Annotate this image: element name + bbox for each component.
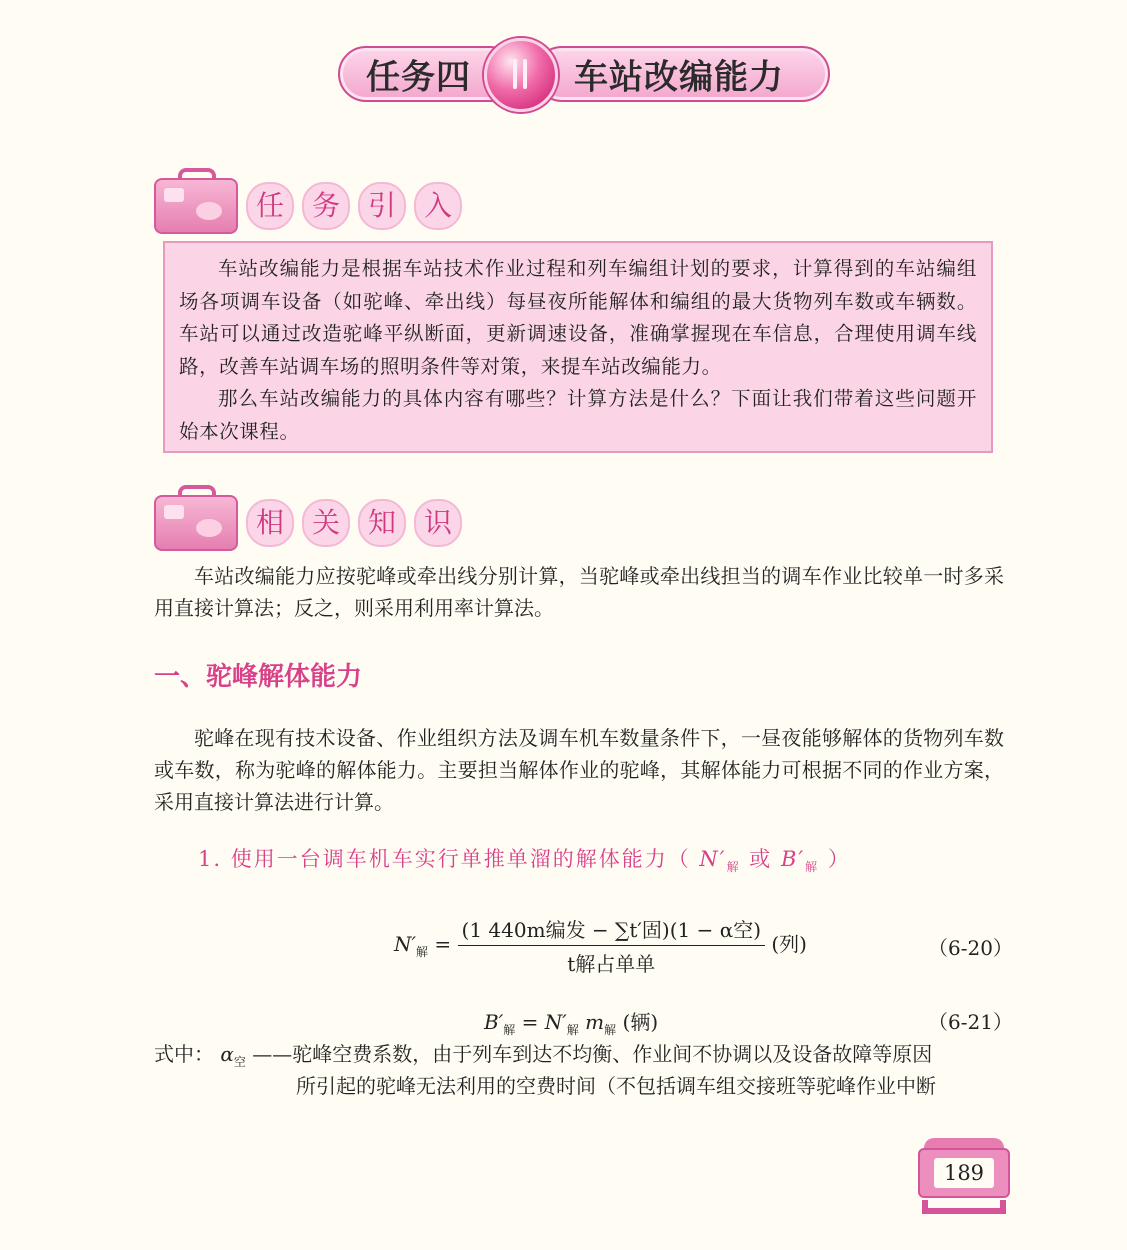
section-title-char: 相 — [246, 499, 294, 547]
page-number: 189 — [934, 1158, 994, 1188]
subscript: 解 — [503, 1023, 516, 1037]
suitcase-icon — [154, 174, 234, 230]
section-title-char: 任 — [246, 182, 294, 230]
train-icon — [918, 1148, 1010, 1198]
page-number-train — [918, 1138, 1010, 1218]
task-label: 任务四 — [366, 57, 471, 98]
subscript: 解 — [416, 945, 429, 959]
intro-box — [163, 241, 993, 453]
intro-paragraph-2: 那么车站改编能力的具体内容有哪些？计算方法是什么？下面让我们带着这些问题开始本次课程。 — [179, 387, 977, 443]
intro-paragraph-1: 车站改编能力是根据车站技术作业过程和列车编组计划的要求，计算得到的车站编组场各项调车设备（如驼峰、牵出线）每昼夜所能解体和编组的最大货物列车数或车辆数。车站可以通过改造驼峰平纵断面，更新调速设备，准确掌握现在车信息，合理使用调车线路，改善车站调车场的照明条件等对策，来提车站改编能力。 — [179, 257, 977, 378]
equation-number: （6-21） — [928, 1010, 1013, 1034]
section-title-char: 务 — [302, 182, 350, 230]
subheading-single-push: 1. 使用一台调车机车实行单推单溜的解体能力（ $N'_解$ 或 $B'_解$ ） — [198, 847, 851, 875]
chapter-banner — [338, 40, 830, 104]
subheading-text: 1. 使用一台调车机车实行单推单溜的解体能力（ — [198, 847, 691, 871]
suitcase-icon — [154, 491, 234, 547]
section-title-knowledge — [246, 499, 462, 547]
section-title-char: 关 — [302, 499, 350, 547]
chapter-title-pill — [534, 46, 830, 102]
where-line-2: 所引起的驼峰无法利用的空费时间（不包括调车组交接班等驼峰作业中断 — [296, 1074, 936, 1098]
formula-6-21: $B'_解 = N'_解$ $m_解$ (辆) — [484, 1010, 659, 1037]
subheading-or: 或 — [749, 847, 773, 871]
where-label: 式中： — [154, 1042, 214, 1066]
subscript: 解 — [604, 1023, 617, 1037]
formula-unit: (列) — [771, 932, 807, 956]
formula-numerator: (1 440m编发 − ∑t′固)(1 − α空) — [458, 914, 765, 946]
section-title-char: 知 — [358, 499, 406, 547]
formula-fraction — [458, 914, 765, 977]
formula-6-20: $N'_解$ = $\frac{\text{(1 440m编发 − ∑t′固)(1 − α空)}}{\text{t解占单单}}$ (列) — [394, 914, 807, 977]
subscript: 解 — [805, 860, 820, 875]
body-paragraph-2: 驼峰在现有技术设备、作业组织方法及调车机车数量条件下，一昼夜能够解体的货物列车数或车数，称为驼峰的解体能力。主要担当解体作业的驼峰，其解体能力可根据不同的作业方案，采用直接计算法进行计算。 — [154, 726, 1004, 814]
subheading-close: ） — [827, 847, 851, 871]
section-title-char: 入 — [414, 182, 462, 230]
formula-unit: (辆) — [622, 1010, 659, 1034]
subscript: 解 — [566, 1023, 579, 1037]
section-title-intro — [246, 182, 462, 230]
heading-hump-capacity: 一、驼峰解体能力 — [154, 662, 363, 692]
section-title-char: 引 — [358, 182, 406, 230]
chapter-title: 车站改编能力 — [574, 57, 784, 98]
pause-orb-icon — [484, 38, 558, 112]
where-clause: 式中： $\alpha_空$ ——驼峰空费系数，由于列车到达不均衡、作业间不协调以及设备故障等原因 — [154, 1042, 933, 1069]
subscript: 解 — [726, 860, 741, 875]
where-line-1: ——驼峰空费系数，由于列车到达不均衡、作业间不协调以及设备故障等原因 — [252, 1042, 933, 1066]
subscript: 空 — [233, 1055, 246, 1069]
section-title-char: 识 — [414, 499, 462, 547]
formula-denominator: t解占单单 — [567, 952, 656, 976]
equation-number: （6-20） — [928, 936, 1013, 960]
body-paragraph-1: 车站改编能力应按驼峰或牵出线分别计算，当驼峰或牵出线担当的调车作业比较单一时多采用直接计算法；反之，则采用利用率计算法。 — [154, 564, 1004, 620]
